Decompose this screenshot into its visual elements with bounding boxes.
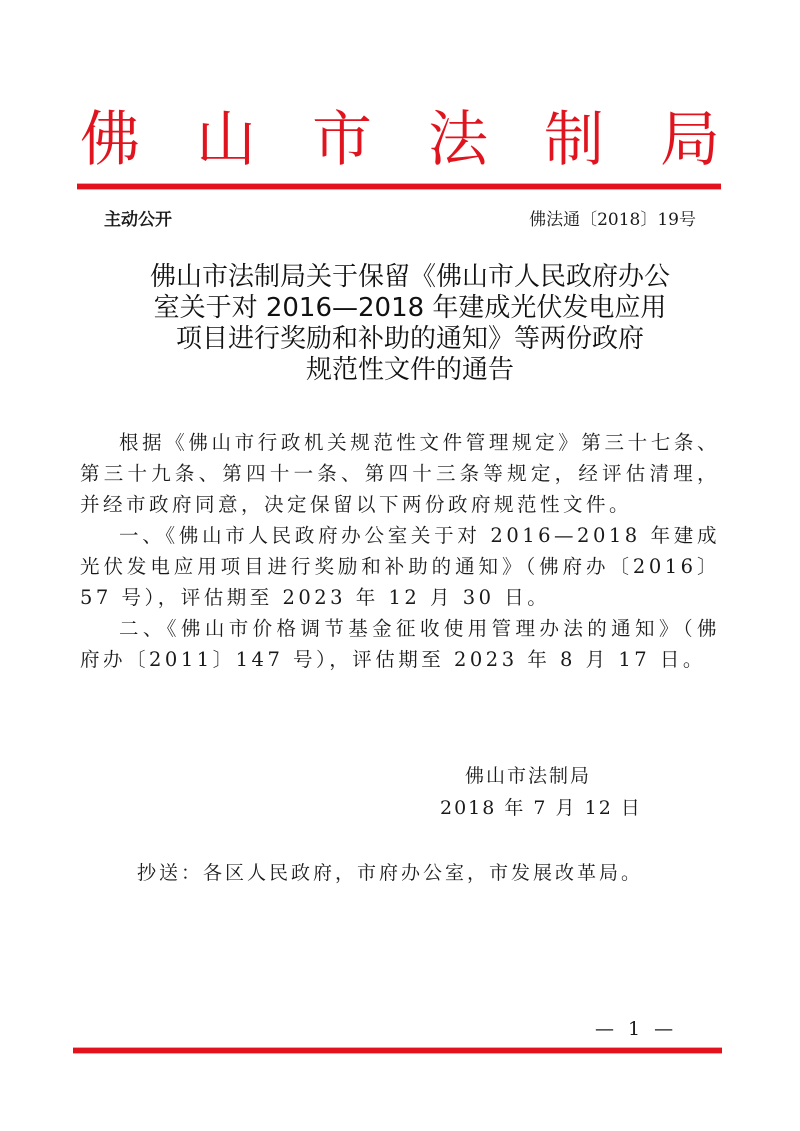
title-line: 室关于对 2016—2018 年建成光伏发电应用	[153, 293, 667, 323]
masthead-char: 佛	[80, 105, 140, 175]
signature-block	[440, 760, 680, 824]
masthead-title	[80, 100, 720, 180]
signature-date: 2018 年 7 月 12 日	[440, 797, 642, 819]
cc-list: 抄送：各区人民政府，市府办公室，市发展改革局。	[137, 862, 644, 884]
masthead-char: 局	[660, 105, 720, 175]
title-line: 佛山市法制局关于保留《佛山市人民政府办公	[149, 262, 670, 292]
body-paragraph: 二、《佛山市价格调节基金征收使用管理办法的通知》（佛府办〔2011〕147 号），评估期至 2023 年 8 月 17 日。	[80, 617, 720, 671]
body-paragraph: 一、《佛山市人民政府办公室关于对 2016—2018 年建成光伏发电应用项目进行奖励和补助的通知》（佛府办〔2016〕57 号），评估期至 2023 年 12 月 30 日。	[80, 524, 720, 609]
masthead-char: 制	[544, 105, 604, 175]
masthead-char: 市	[312, 105, 372, 175]
disclosure-label: 主动公开	[104, 210, 172, 230]
signature-organization: 佛山市法制局	[465, 765, 592, 787]
masthead-char: 山	[196, 105, 256, 175]
page-number: — 1 —	[595, 1018, 678, 1040]
masthead-divider	[77, 183, 721, 190]
title-line: 项目进行奖励和补助的通知》等两份政府	[175, 324, 644, 354]
document-body	[80, 427, 720, 675]
masthead-char: 法	[428, 105, 488, 175]
title-line: 规范性文件的通告	[305, 355, 514, 385]
body-paragraph: 根据《佛山市行政机关规范性文件管理规定》第三十七条、第三十九条、第四十一条、第四十三条等规定，经评估清理，并经市政府同意，决定保留以下两份政府规范性文件。	[80, 431, 720, 516]
footer-divider	[73, 1047, 722, 1054]
document-number: 佛法通〔2018〕19号	[529, 210, 696, 230]
document-title	[90, 262, 730, 386]
